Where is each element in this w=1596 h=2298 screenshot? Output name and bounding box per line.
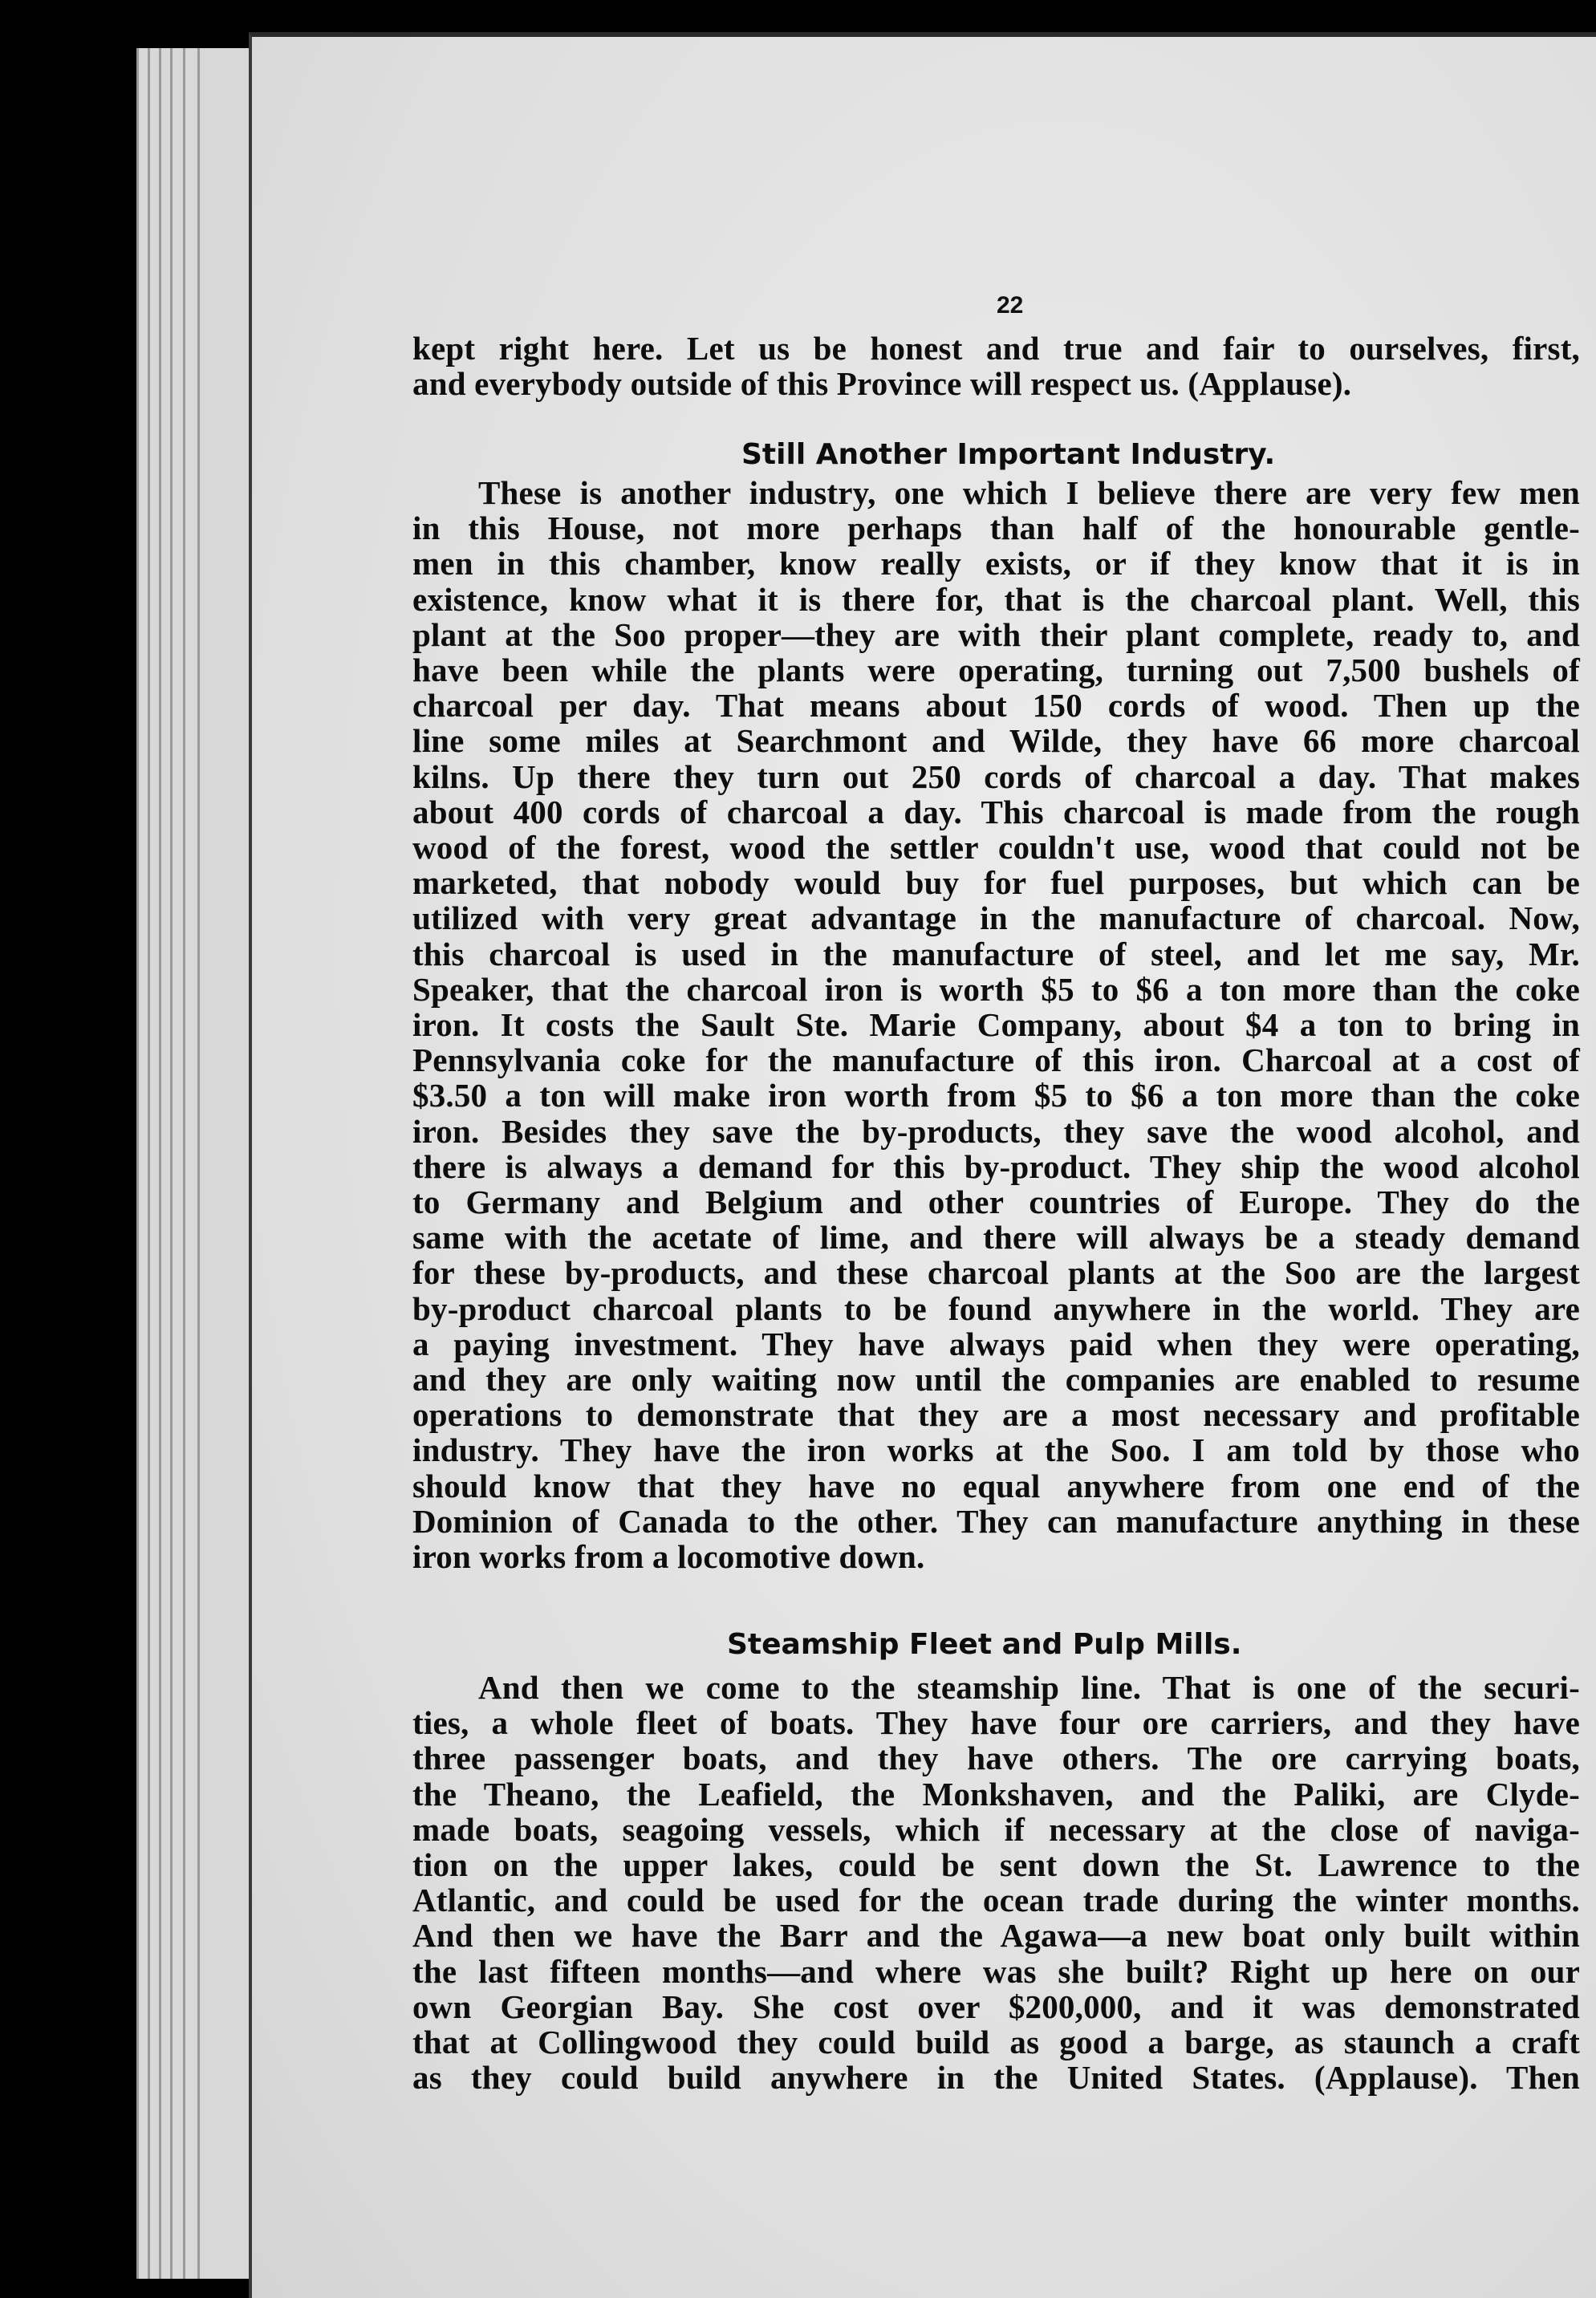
text-line: And then we come to the steamship line. That is one of the securi- xyxy=(478,1669,1580,1706)
text-line: Pennsylvania coke for the manufacture of this iron. Charcoal at a cost of xyxy=(412,1041,1580,1079)
paragraph-continuation xyxy=(412,331,1580,401)
text-line: line some miles at Searchmont and Wilde, they have 66 more charcoal xyxy=(412,722,1580,760)
paragraph-steamship-fleet xyxy=(412,1670,1580,2095)
text-line: made boats, seagoing vessels, which if necessary at the close of naviga- xyxy=(412,1810,1580,1848)
section-heading: Still Another Important Industry. xyxy=(741,438,1276,471)
page-number: 22 xyxy=(997,292,1024,319)
text-line: wood of the forest, wood the settler couldn't use, wood that could not be xyxy=(412,829,1580,867)
text-line: as they could build anywhere in the United States. (Applause). Then xyxy=(412,2059,1580,2097)
text-line: charcoal per day. That means about 150 cords of wood. Then up the xyxy=(412,687,1580,725)
page-stack-edges xyxy=(136,48,265,2279)
text-line: existence, know what it is there for, that is the charcoal plant. Well, this xyxy=(412,580,1580,618)
text-line: iron works from a locomotive down. xyxy=(412,1538,925,1576)
section-heading: Steamship Fleet and Pulp Mills. xyxy=(727,1628,1242,1661)
text-line: plant at the Soo proper—they are with their plant complete, ready to, and xyxy=(412,615,1580,653)
text-line: iron. Besides they save the by-products, they save the wood alcohol, and xyxy=(412,1112,1580,1150)
text-line: Dominion of Canada to the other. They can manufacture anything in these xyxy=(412,1502,1580,1540)
text-line: And then we have the Barr and the Agawa—a new boat only built within xyxy=(412,1917,1580,1955)
text-line: ties, a whole fleet of boats. They have four ore carriers, and they have xyxy=(412,1704,1580,1742)
text-line: by-product charcoal plants to be found anywhere in the world. They are xyxy=(412,1289,1580,1327)
text-line: $3.50 a ton will make iron worth from $5 to $6 a ton more than the coke xyxy=(412,1077,1580,1114)
text-line: tion on the upper lakes, could be sent down the St. Lawrence to the xyxy=(412,1846,1580,1884)
text-line: three passenger boats, and they have others. The ore carrying boats, xyxy=(412,1740,1580,1777)
text-line: These is another industry, one which I believe there are very few men xyxy=(478,474,1580,511)
text-line: and they are only waiting now until the companies are enabled to resume xyxy=(412,1361,1580,1399)
text-line: should know that they have no equal anywhere from one end of the xyxy=(412,1467,1580,1504)
text-line: a paying investment. They have always paid when they were operating, xyxy=(412,1325,1580,1362)
text-line: men in this chamber, know really exists, or if they know that it is in xyxy=(412,545,1580,583)
text-line: have been while the plants were operating, turning out 7,500 bushels of xyxy=(412,652,1580,689)
text-line: that at Collingwood they could build as good a barge, as staunch a craft xyxy=(412,2024,1580,2061)
document-page xyxy=(249,32,1596,2298)
text-line: about 400 cords of charcoal a day. This charcoal is made from the rough xyxy=(412,793,1580,830)
text-line: and everybody outside of this Province will respect us. (Applause). xyxy=(412,365,1352,403)
text-line: the last fifteen months—and where was she built? Right up here on our xyxy=(412,1952,1580,1990)
text-line: Speaker, that the charcoal iron is worth $5 to $6 a ton more than the coke xyxy=(412,970,1580,1008)
text-line: kept right here. Let us be honest and true and fair to ourselves, first, xyxy=(412,330,1580,367)
text-line: same with the acetate of lime, and there will always be a steady demand xyxy=(412,1219,1580,1257)
text-line: the Theano, the Leafield, the Monkshaven, and the Paliki, are Clyde- xyxy=(412,1775,1580,1813)
text-line: for these by-products, and these charcoal plants at the Soo are the largest xyxy=(412,1254,1580,1292)
text-line: Atlantic, and could be used for the ocean trade during the winter months. xyxy=(412,1882,1580,1919)
text-line: kilns. Up there they turn out 250 cords of charcoal a day. That makes xyxy=(412,757,1580,795)
text-line: industry. They have the iron works at the Soo. I am told by those who xyxy=(412,1431,1580,1469)
text-line: this charcoal is used in the manufacture of steel, and let me say, Mr. xyxy=(412,935,1580,972)
text-line: to Germany and Belgium and other countries of Europe. They do the xyxy=(412,1184,1580,1221)
text-line: utilized with very great advantage in the manufacture of charcoal. Now, xyxy=(412,899,1580,937)
text-line: there is always a demand for this by-product. They ship the wood alcohol xyxy=(412,1147,1580,1185)
text-line: own Georgian Bay. She cost over $200,000, and it was demonstrated xyxy=(412,1987,1580,2025)
text-line: marketed, that nobody would buy for fuel purposes, but which can be xyxy=(412,864,1580,902)
paragraph-charcoal-industry xyxy=(412,475,1580,1574)
text-line: operations to demonstrate that they are a most necessary and profitable xyxy=(412,1396,1580,1434)
text-line: in this House, not more perhaps than half of the honourable gentle- xyxy=(412,510,1580,547)
text-line: iron. It costs the Sault Ste. Marie Company, about $4 a ton to bring in xyxy=(412,1006,1580,1044)
